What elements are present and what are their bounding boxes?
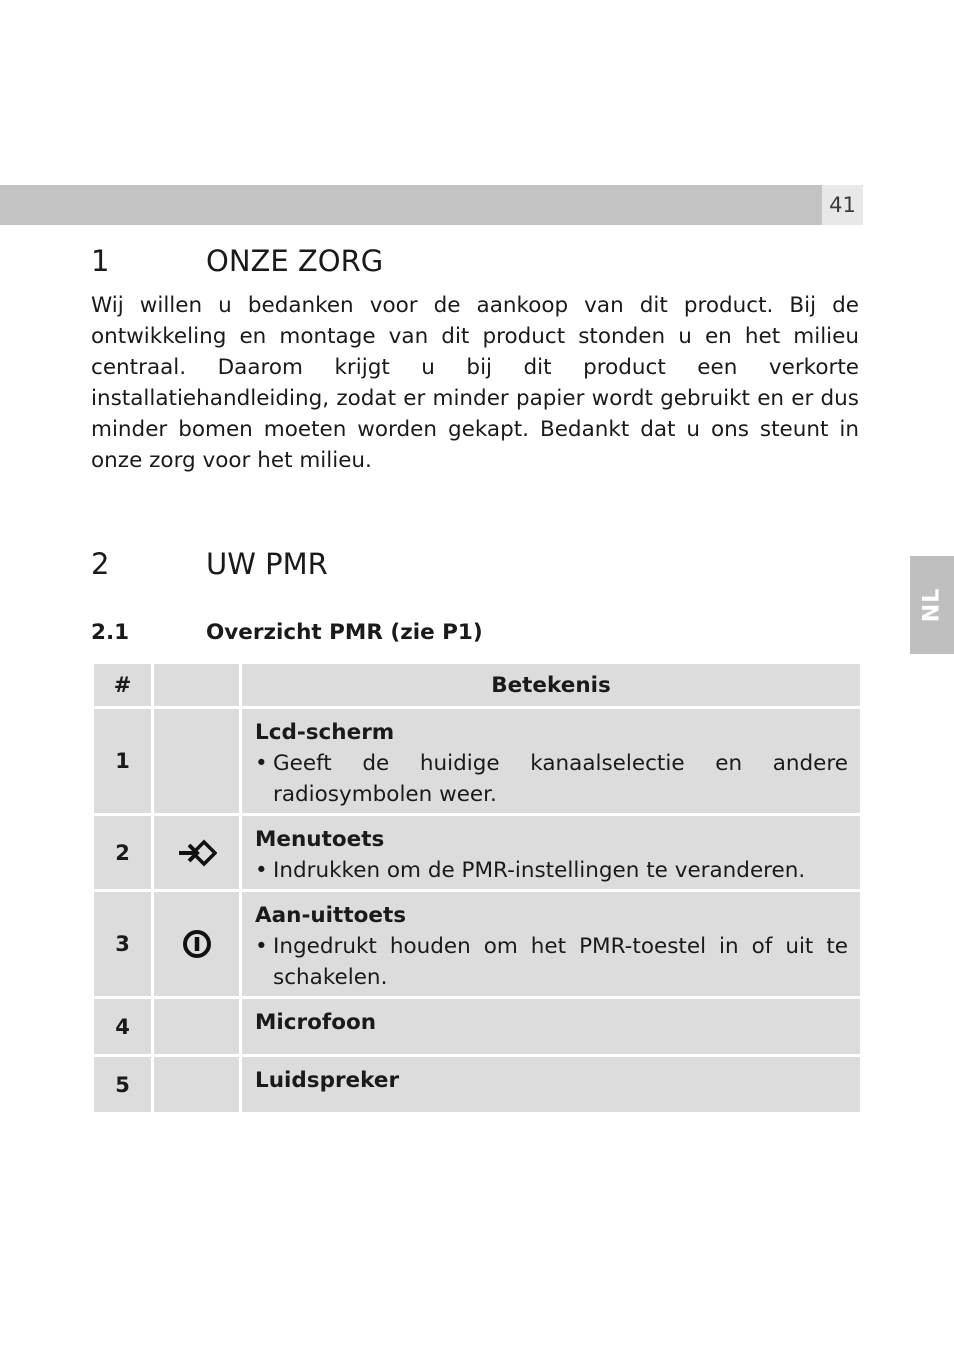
bullet-dot: • — [255, 751, 268, 776]
section-number: 1 — [91, 244, 110, 278]
overview-table — [94, 664, 860, 1115]
page-number-box — [822, 185, 863, 225]
row-description — [242, 1057, 860, 1112]
row-icon-cell — [154, 816, 239, 889]
row-icon-cell — [154, 1057, 239, 1112]
table-row — [94, 709, 860, 813]
row-title: Aan-uittoets — [255, 903, 407, 928]
row-description — [242, 999, 860, 1054]
bullet-text: Indrukken om de PMR-instellingen te veranderen. — [273, 858, 806, 883]
section-title: ONZE ZORG — [206, 244, 384, 278]
table-header-row — [94, 664, 860, 706]
bullet-dot: • — [255, 858, 268, 883]
language-tab — [910, 556, 954, 654]
row-number: 1 — [94, 709, 151, 813]
table-row — [94, 999, 860, 1054]
subsection-title: Overzicht PMR (zie P1) — [206, 620, 483, 645]
intro-paragraph: Wij willen u bedanken voor de aankoop van dit product. Bij de ontwikkeling en montage van dit product stonden u en het milieu centraal. Daarom krijgt u bij dit product een verkorte installatiehandleiding, zodat er minder papier wordt gebruikt en er dus minder bomen moeten worden gekapt. Bedankt dat u ons steunt in onze zorg voor het milieu. — [91, 293, 859, 473]
row-bullet — [255, 931, 848, 993]
header-meaning: Betekenis — [242, 664, 860, 706]
header-num: # — [94, 664, 151, 706]
menu-arrow-icon — [177, 838, 217, 868]
row-title: Lcd-scherm — [255, 720, 395, 745]
subsection-number: 2.1 — [91, 620, 130, 645]
row-bullet — [255, 748, 848, 810]
bullet-text: Geeft de huidige kanaalselectie en andere radiosymbolen weer. — [273, 751, 848, 807]
row-description — [242, 709, 860, 813]
header-bar — [0, 185, 822, 225]
row-number: 4 — [94, 999, 151, 1054]
row-title: Luidspreker — [255, 1068, 400, 1093]
bullet-text: Ingedrukt houden om het PMR-toestel in of uit te schakelen. — [273, 934, 848, 990]
power-icon — [182, 929, 212, 959]
table-row — [94, 892, 860, 996]
page-number: 41 — [829, 193, 856, 217]
section-number: 2 — [91, 547, 110, 581]
language-tab-label: NL — [919, 587, 945, 623]
row-icon-cell — [154, 999, 239, 1054]
row-description — [242, 892, 860, 996]
row-title: Microfoon — [255, 1010, 377, 1035]
header-icon — [154, 664, 239, 706]
row-icon-cell — [154, 892, 239, 996]
row-number: 2 — [94, 816, 151, 889]
row-number: 5 — [94, 1057, 151, 1112]
row-description — [242, 816, 860, 889]
row-title: Menutoets — [255, 827, 385, 852]
row-icon-cell — [154, 709, 239, 813]
table-row — [94, 1057, 860, 1112]
row-number: 3 — [94, 892, 151, 996]
row-bullet — [255, 855, 848, 886]
bullet-dot: • — [255, 934, 268, 959]
table-row — [94, 816, 860, 889]
section-title: UW PMR — [206, 547, 328, 581]
